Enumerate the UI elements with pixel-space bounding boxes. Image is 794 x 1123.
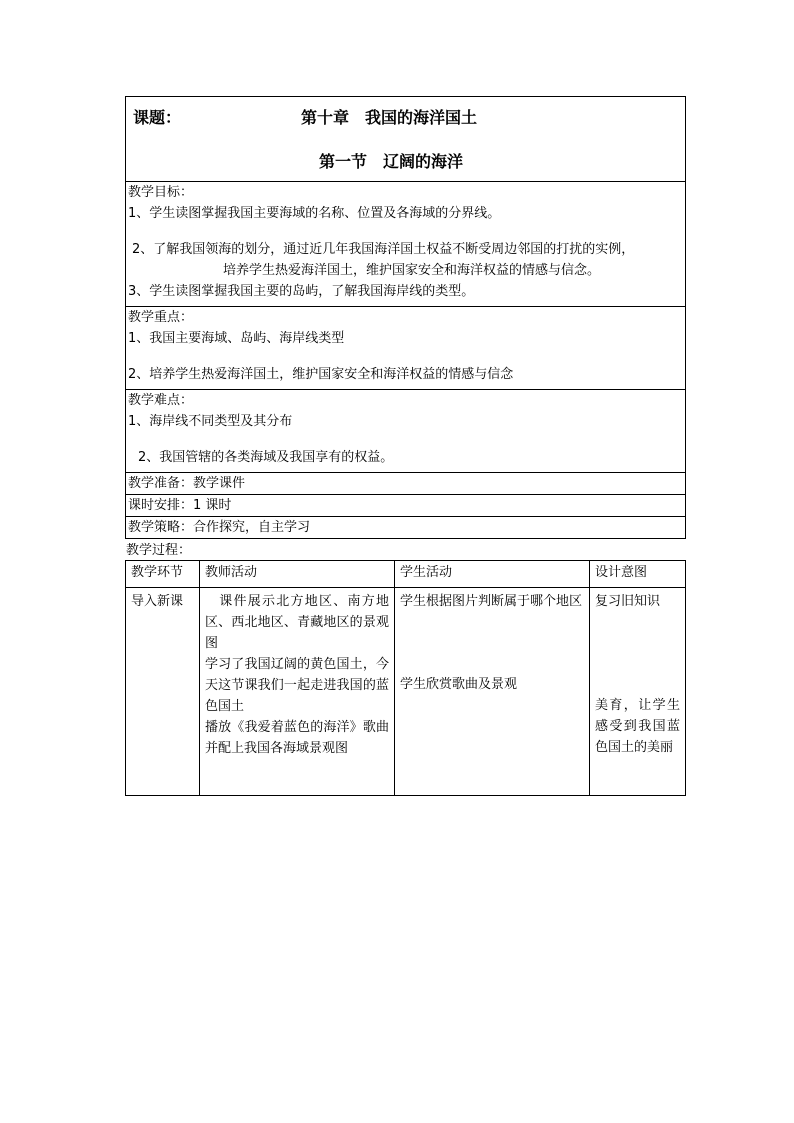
teacher-activity-text: 课件展示北方地区、南方地区、西北地区、青藏地区的景观图 [205,594,389,651]
difficulty-item: 1、海岸线不同类型及其分布 [128,414,293,429]
schedule-cell [126,495,686,517]
column-header: 学生活动 [395,561,590,588]
key-points-label: 教学重点： [128,310,194,325]
design-intent-text: 美育，让学生感受到我国蓝色国土的美丽 [595,698,680,755]
stage-cell [126,588,200,796]
preparation-cell [126,473,686,495]
student-activity-text: 学生欣赏歌曲及景观 [400,677,518,692]
student-activity-cell [395,588,590,796]
objectives-label: 教学目标： [128,185,194,200]
section-title: 第一节 辽阔的海洋 [319,152,464,171]
teacher-activity-text: 播放《我爱着蓝色的海洋》歌曲并配上我国各海域景观图 [205,720,389,756]
objective-item: 3、学生读图掌握我国主要的岛屿，了解我国海岸线的类型。 [128,284,475,299]
teacher-activity-cell [200,588,395,796]
key-point-item: 1、我国主要海域、岛屿、海岸线类型 [128,331,345,346]
lesson-info-table [125,96,686,539]
difficulties-cell [126,390,686,473]
preparation-text: 教学准备：教学课件 [128,476,246,491]
title-cell [126,97,686,182]
key-points-cell [126,307,686,390]
objective-item: 培养学生热爱海洋国土，维护国家安全和海洋权益的情感与信念。 [223,263,601,278]
strategy-text: 教学策略：合作探究，自主学习 [128,520,311,535]
process-table [125,560,686,796]
objectives-cell [126,182,686,307]
schedule-text: 课时安排：1 课时 [128,498,232,513]
process-header-row [126,561,686,588]
strategy-cell [126,517,686,539]
stage-text: 导入新课 [131,594,184,609]
key-point-item: 2、培养学生热爱海洋国土，维护国家安全和海洋权益的情感与信念 [128,367,514,382]
design-intent-text: 复习旧知识 [595,594,661,609]
objective-item: 1、学生读图掌握我国主要海域的名称、位置及各海域的分界线。 [128,206,501,221]
process-label: 教学过程： [126,543,192,558]
difficulties-label: 教学难点： [128,393,194,408]
difficulty-item: 2、我国管辖的各类海域及我国享有的权益。 [138,450,394,465]
column-header: 教学环节 [126,561,200,588]
chapter-title: 第十章 我国的海洋国土 [301,108,478,127]
column-header: 设计意图 [590,561,686,588]
table-row [126,588,686,796]
title-label: 课题： [133,108,182,127]
student-activity-text: 学生根据图片判断属于哪个地区 [400,594,583,609]
teacher-activity-text: 学习了我国辽阔的黄色国土，今天这节课我们一起走进我国的蓝色国土 [205,657,389,714]
objective-item: 2、了解我国领海的划分，通过近几年我国海洋国土权益不断受周边邻国的打扰的实例， [132,242,635,257]
column-header: 教师活动 [200,561,395,588]
design-intent-cell [590,588,686,796]
